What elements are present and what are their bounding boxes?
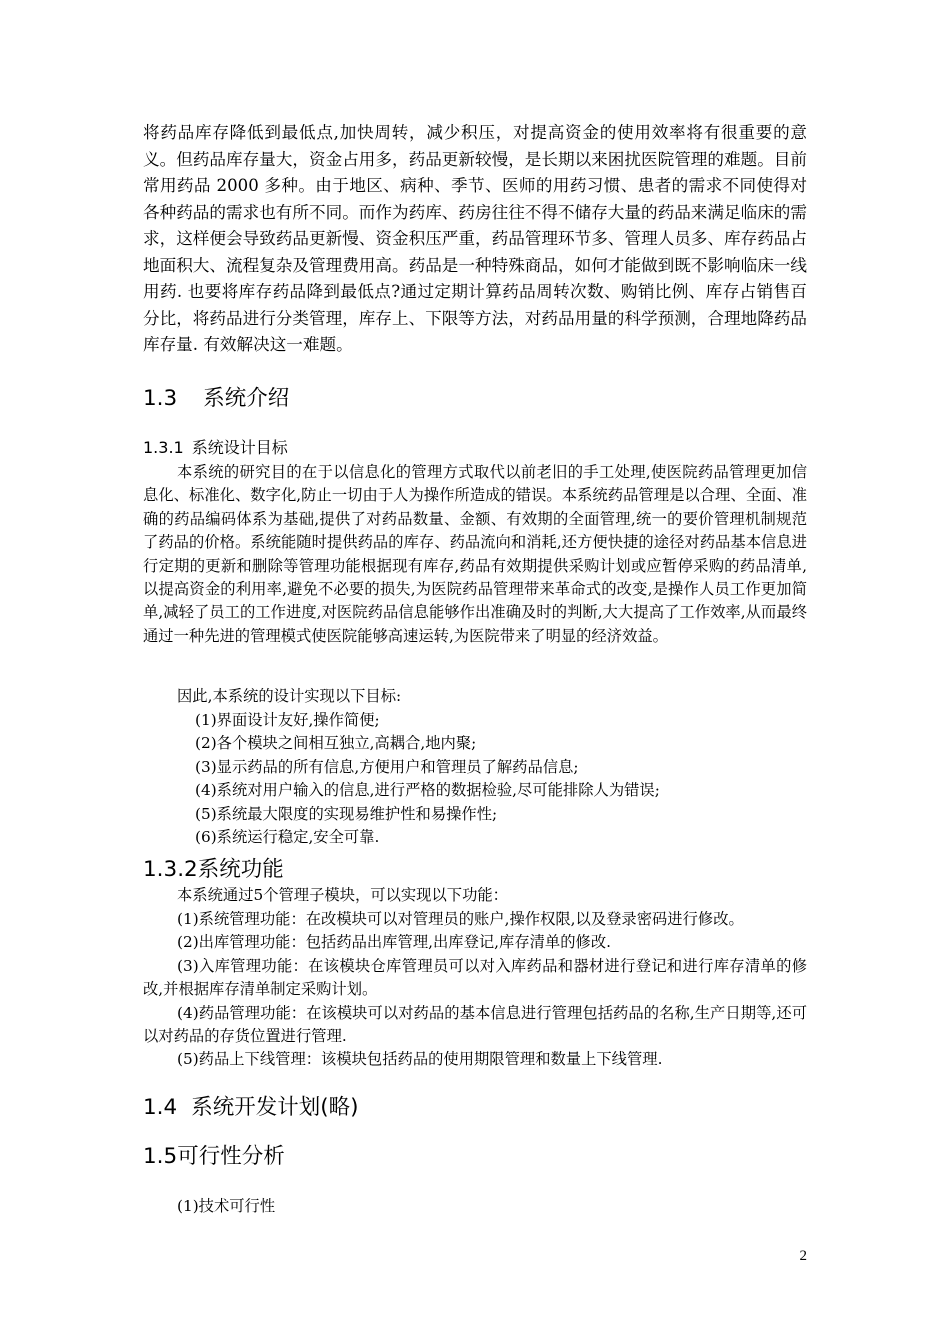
feasibility-item: (1)技术可行性 (177, 1197, 276, 1215)
heading-title: 可行性分析 (177, 1144, 285, 1169)
heading-1-3-1 (143, 437, 288, 459)
heading-1-3-2 (143, 856, 284, 884)
function-list (143, 908, 807, 1072)
list-item: (4)药品管理功能：在该模块可以对药品的基本信息进行管理包括药品的名称,生产日期等,还可以对药品的存货位置进行管理. (143, 1003, 807, 1046)
heading-1-5 (143, 1143, 285, 1171)
heading-number: 1.5 (143, 1144, 178, 1169)
page-number: 2 (799, 1248, 807, 1264)
heading-title: 系统功能 (197, 857, 284, 882)
list-item: (3)显示药品的所有信息,方便用户和管理员了解药品信息; (195, 757, 579, 776)
heading-1-3 (143, 385, 289, 413)
heading-number: 1.4 (143, 1095, 178, 1120)
list-item: (2)出库管理功能：包括药品出库管理,出库登记,库存清单的修改. (177, 933, 611, 952)
list-item: (2)各个模块之间相互独立,高耦合,地内聚; (195, 734, 477, 753)
heading-title: 系统设计目标 (191, 438, 288, 457)
heading-number: 1.3.2 (143, 857, 198, 882)
list-item: (5)系统最大限度的实现易维护性和易操作性; (195, 804, 498, 823)
heading-number: 1.3 (143, 386, 178, 411)
goal-list (195, 709, 660, 849)
list-item: (1)系统管理功能：在改模块可以对管理员的账户,操作权限,以及登录密码进行修改。 (177, 910, 744, 928)
heading-title: 系统介绍 (203, 386, 290, 411)
heading-title: 系统开发计划(略) (191, 1095, 359, 1120)
list-item: (5)药品上下线管理：该模块包括药品的使用期限管理和数量上下线管理. (177, 1050, 663, 1069)
goal-intro: 因此,本系统的设计实现以下目标: (177, 687, 402, 705)
heading-1-4 (143, 1094, 358, 1122)
intro-paragraph: 将药品库存降低到最低点,加快周转，减少积压，对提高资金的使用效率将有很重要的意义。但药品库存量大，资金占用多，药品更新较慢，是长期以来困扰医院管理的难题。目前常用药品 2000 多种。由于地区、病种、季节、医师的用药习惯、患者的需求不同使得对各种药品的需求也有所不同。而作为药库、药房往往不得不储存大量的药品来满足临床的需求，这样便会导致药品更新慢、资金积压严重，药品管理环节多、管理人员多、库存药品占地面积大、流程复杂及管理费用高。药品是一种特殊商品，如何才能做到既不影响临床一线用药. 也要将库存药品降到最低点?通过定期计算药品周转次数、购销比例、库存占销售百分比，将药品进行分类管理，库存上、下限等方法，对药品用量的科学预测，合理地降药品库存量. 有效解决这一难题。 (143, 123, 807, 354)
list-item: (6)系统运行稳定,安全可靠. (195, 828, 380, 847)
list-item: (3)入库管理功能：在该模块仓库管理员可以对入库药品和器材进行登记和进行库存清单的修改,并根据库存清单制定采购计划。 (143, 956, 807, 999)
func-intro: 本系统通过5个管理子模块，可以实现以下功能： (177, 886, 508, 904)
list-item: (1)界面设计友好,操作简便; (195, 711, 380, 729)
heading-number: 1.3.1 (143, 438, 184, 457)
goal-paragraph: 本系统的研究目的在于以信息化的管理方式取代以前老旧的手工处理,使医院药品管理更加信息化、标准化、数字化,防止一切由于人为操作所造成的错误。本系统药品管理是以合理、全面、准确的药品编码体系为基础,提供了对药品数量、金额、有效期的全面管理,统一的要价管理机制规范了药品的价格。系统能随时提供药品的库存、药品流向和消耗,还方便快捷的途径对药品基本信息进行定期的更新和删除等管理功能根据现有库存,药品有效期提供采购计划或应暂停采购的药品清单,以提高资金的利用率,避免不必要的损失,为医院药品管理带来革命式的改变,是操作人员工作更加简单,减轻了员工的工作进度,对医院药品信息能够作出准确及时的判断,大大提高了工作效率,从而最终通过一种先进的管理模式使医院能够高速运转,为医院带来了明显的经济效益。 (143, 463, 807, 645)
list-item: (4)系统对用户输入的信息,进行严格的数据检验,尽可能排除人为错误; (195, 781, 660, 800)
